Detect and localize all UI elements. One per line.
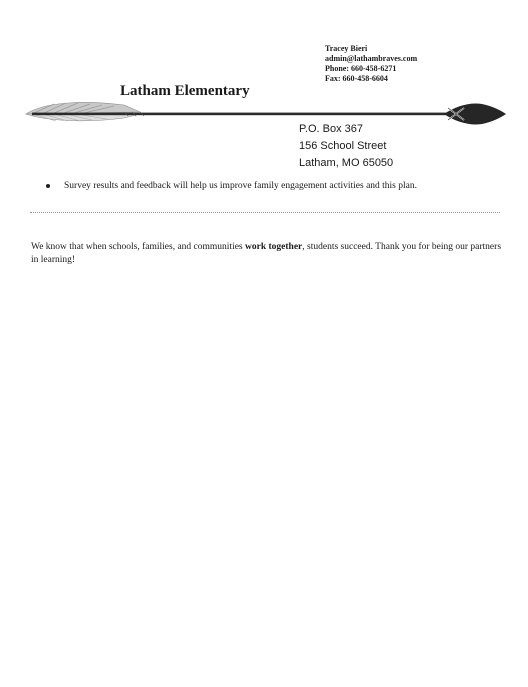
arrow-logo <box>24 99 508 129</box>
closing-emphasis: work together <box>245 242 303 252</box>
address-line-1: P.O. Box 367 <box>299 123 364 135</box>
address-line-3: Latham, MO 65050 <box>299 157 394 169</box>
school-address <box>299 121 393 172</box>
closing-text-start: We know that when schools, families, and communities <box>31 242 246 252</box>
feather-fletching <box>26 102 140 121</box>
letterhead-contact <box>325 44 417 84</box>
contact-name: Tracey Bieri <box>325 44 368 53</box>
closing-text-end: , students succeed. Thank you for being our partners in learning! <box>31 242 502 265</box>
contact-phone: Phone: 660-458-6271 <box>325 64 397 73</box>
list-item <box>32 180 502 192</box>
arrow-head <box>444 103 506 124</box>
contact-fax: Fax: 660-458-6604 <box>325 74 388 83</box>
bullet-text: Survey results and feedback will help us improve family engagement activities and this plan. <box>64 181 417 191</box>
closing-paragraph <box>31 241 506 267</box>
bullet-list <box>32 180 502 192</box>
bullet-dot <box>46 184 50 188</box>
address-line-2: 156 School Street <box>299 140 387 152</box>
school-name: Latham Elementary <box>120 83 250 99</box>
arrow-shaft <box>32 113 452 116</box>
contact-email: admin@lathambraves.com <box>325 54 418 63</box>
section-divider <box>30 212 500 213</box>
